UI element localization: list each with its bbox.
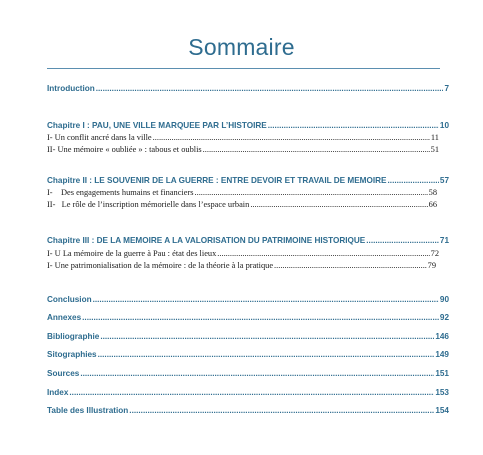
toc-entry-label: Chapitre I : PAU, UNE VILLE MARQUEE PAR L’HISTOIRE [47, 121, 267, 130]
toc-leader-dots [217, 250, 429, 258]
toc-entry-chapter-3-section-2[interactable] [47, 262, 436, 270]
toc-entry-label: Chapitre II : LE SOUVENIR DE LA GUERRE : ENTRE DEVOIR ET TRAVAIL DE MEMOIRE [47, 176, 387, 185]
toc-entry-bibliographie[interactable] [47, 333, 449, 341]
toc-entry-page: 146 [435, 332, 449, 341]
toc-leader-dots [82, 314, 439, 322]
toc-entry-chapter-2-section-1[interactable] [47, 189, 437, 197]
toc-entry-chapter-1[interactable] [47, 122, 449, 130]
toc-entry-annexes[interactable] [47, 314, 449, 322]
toc-entry-label: Index [47, 388, 69, 397]
toc-entry-label: I- U La mémoire de la guerre à Pau : état des lieux [47, 249, 217, 258]
toc-entry-conclusion[interactable] [47, 296, 449, 304]
toc-entry-chapter-1-section-1[interactable] [47, 134, 439, 142]
toc-entry-chapter-2[interactable] [47, 177, 449, 185]
toc-entry-page: 10 [439, 121, 449, 130]
toc-leader-dots [69, 389, 434, 397]
toc-leader-dots [366, 237, 439, 245]
toc-entry-introduction[interactable] [47, 85, 449, 93]
toc-entry-page: 11 [430, 133, 439, 142]
toc-leader-dots [388, 177, 439, 185]
toc-entry-page: 7 [444, 84, 449, 93]
page-title: Sommaire [188, 34, 295, 60]
toc-entry-page: 51 [430, 145, 439, 154]
toc-entry-page: 79 [427, 261, 436, 270]
toc-entry-label: II- Le rôle de l’inscription mémorielle dans l’espace urbain [47, 200, 250, 209]
toc-entry-label: I- Un conflit ancré dans la ville [47, 133, 152, 142]
toc-entry-page: 90 [439, 295, 449, 304]
toc-leader-dots [129, 407, 434, 415]
toc-entry-page: 154 [435, 406, 449, 415]
toc-entry-label: I- Des engagements humains et financiers [47, 188, 194, 197]
toc-entry-page: 57 [439, 176, 449, 185]
toc-leader-dots [153, 134, 430, 142]
toc-entry-chapter-2-section-2[interactable] [47, 201, 437, 209]
toc-leader-dots [98, 351, 435, 359]
toc-entry-label: Introduction [47, 84, 95, 93]
toc-entry-table-des-illustration[interactable] [47, 407, 449, 415]
toc-leader-dots [250, 201, 427, 209]
toc-entry-page: 153 [435, 388, 449, 397]
toc-entry-label: Annexes [47, 313, 82, 322]
toc-entry-label: Table des Illustration [47, 406, 129, 415]
toc-leader-dots [80, 370, 434, 378]
toc-entry-label: Sources [47, 369, 80, 378]
toc-entry-chapter-3[interactable] [47, 237, 449, 245]
toc-entry-label: II- Une mémoire « oubliée » : tabous et oublis [47, 145, 202, 154]
toc-leader-dots [93, 296, 439, 304]
toc-entry-page: 71 [439, 236, 449, 245]
toc-leader-dots [203, 146, 430, 154]
toc-entry-chapter-1-section-2[interactable] [47, 146, 439, 154]
toc-entry-label: Chapitre III : DE LA MEMOIRE A LA VALORISATION DU PATRIMOINE HISTORIQUE [47, 236, 366, 245]
toc-leader-dots [274, 262, 427, 270]
toc-entry-label: I- Une patrimonialisation de la mémoire : de la théorie à la pratique [47, 261, 274, 270]
toc-entry-index[interactable] [47, 389, 449, 397]
toc-entry-page: 151 [435, 369, 449, 378]
toc-entry-sitographies[interactable] [47, 351, 449, 359]
title-divider [47, 68, 440, 69]
toc-entry-page: 66 [428, 200, 437, 209]
toc-entry-page: 92 [439, 313, 449, 322]
toc-leader-dots [268, 122, 439, 130]
toc-leader-dots [96, 85, 444, 93]
toc-entry-page: 72 [430, 249, 439, 258]
toc-entry-sources[interactable] [47, 370, 449, 378]
toc-leader-dots [195, 189, 428, 197]
toc-leader-dots [100, 333, 434, 341]
toc-entry-page: 58 [428, 188, 437, 197]
toc-entry-label: Conclusion [47, 295, 92, 304]
toc-entry-chapter-3-section-1[interactable] [47, 250, 439, 258]
toc-entry-page: 149 [435, 350, 449, 359]
toc-entry-label: Bibliographie [47, 332, 100, 341]
toc-entry-label: Sitographies [47, 350, 97, 359]
